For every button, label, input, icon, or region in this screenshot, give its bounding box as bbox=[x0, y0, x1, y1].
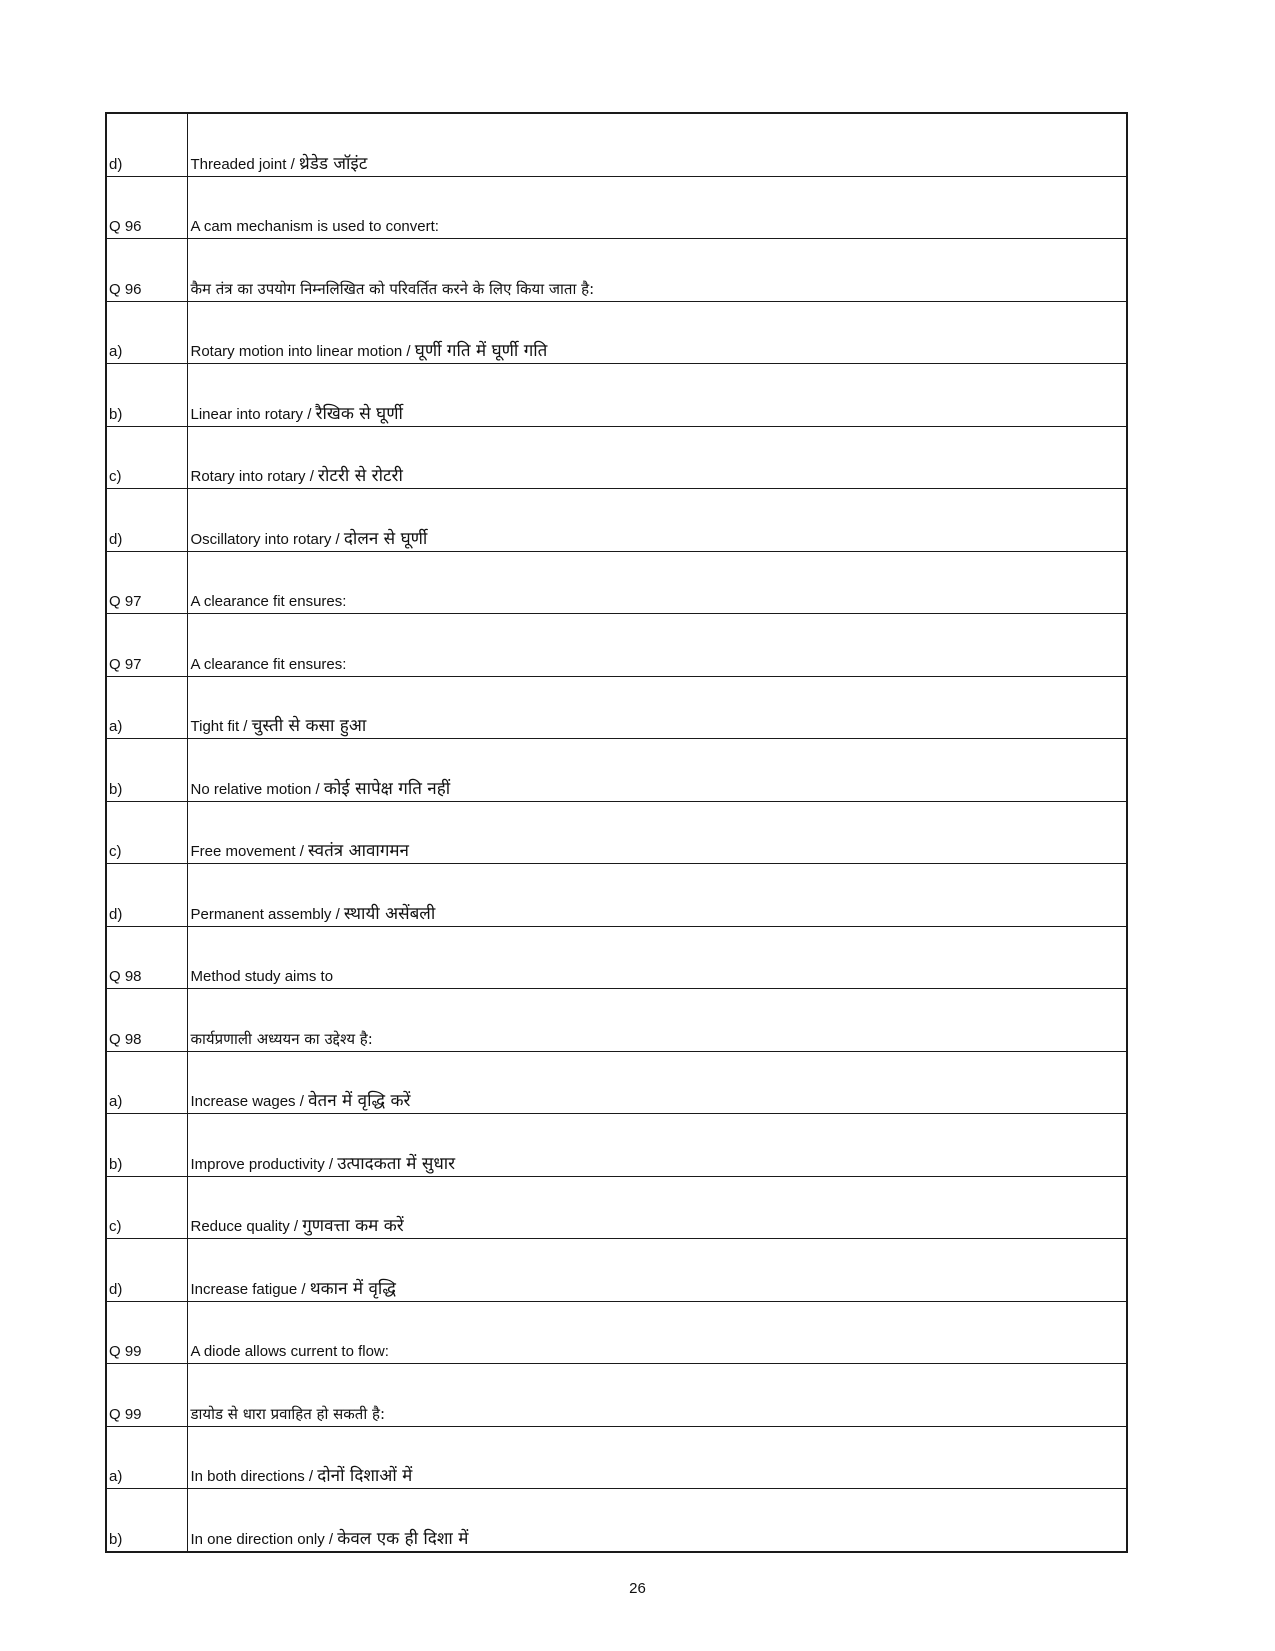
english-text: Rotary into rotary / bbox=[190, 468, 319, 485]
english-text: Tight fit / bbox=[190, 718, 252, 735]
hindi-text: केवल एक ही दिशा में bbox=[337, 1528, 469, 1549]
row-label: Q 99 bbox=[106, 1301, 187, 1364]
english-text: A cam mechanism is used to convert: bbox=[190, 218, 439, 235]
table-row bbox=[106, 301, 1127, 364]
row-label: c) bbox=[106, 426, 187, 489]
table-row bbox=[106, 739, 1127, 802]
hindi-text: स्थायी असेंबली bbox=[343, 903, 436, 924]
row-text bbox=[187, 926, 1127, 989]
row-label: Q 98 bbox=[106, 989, 187, 1052]
row-text bbox=[187, 1114, 1127, 1177]
english-text: Increase fatigue / bbox=[190, 1280, 310, 1298]
english-text: Reduce quality / bbox=[190, 1218, 303, 1235]
hindi-question-text: कार्यप्रणाली अध्ययन का उद्देश्य है: bbox=[190, 1029, 373, 1048]
row-text bbox=[187, 739, 1127, 802]
hindi-question-text: कैम तंत्र का उपयोग निम्नलिखित को परिवर्तित करने के लिए किया जाता है: bbox=[190, 279, 595, 298]
row-label: Q 98 bbox=[106, 926, 187, 989]
row-text bbox=[187, 801, 1127, 864]
english-text: Rotary motion into linear motion / bbox=[190, 343, 415, 360]
table-row bbox=[106, 1301, 1127, 1364]
english-text: A clearance fit ensures: bbox=[190, 655, 347, 673]
english-text: No relative motion / bbox=[190, 780, 324, 798]
table-row bbox=[106, 426, 1127, 489]
hindi-text: गुणवत्ता कम करें bbox=[302, 1216, 404, 1236]
row-text bbox=[187, 864, 1127, 927]
row-text bbox=[187, 551, 1127, 614]
row-text bbox=[187, 489, 1127, 552]
hindi-text: थकान में वृद्धि bbox=[309, 1278, 396, 1299]
row-label: d) bbox=[106, 113, 187, 176]
row-label: a) bbox=[106, 1051, 187, 1114]
row-text bbox=[187, 1301, 1127, 1364]
row-label: a) bbox=[106, 301, 187, 364]
row-label: Q 97 bbox=[106, 614, 187, 677]
hindi-text: दोनों दिशाओं में bbox=[317, 1466, 413, 1486]
row-label: a) bbox=[106, 1426, 187, 1489]
english-text: Oscillatory into rotary / bbox=[190, 530, 344, 548]
hindi-text: घूर्णी गति में घूर्णी गति bbox=[414, 341, 548, 361]
row-text bbox=[187, 1051, 1127, 1114]
question-table bbox=[105, 112, 1128, 1553]
row-label: b) bbox=[106, 1489, 187, 1552]
table-row bbox=[106, 489, 1127, 552]
row-label: b) bbox=[106, 1114, 187, 1177]
hindi-text: रोटरी से रोटरी bbox=[318, 466, 403, 486]
row-text bbox=[187, 301, 1127, 364]
row-text bbox=[187, 113, 1127, 176]
english-text: A diode allows current to flow: bbox=[190, 1343, 389, 1360]
row-label: b) bbox=[106, 739, 187, 802]
row-text bbox=[187, 1426, 1127, 1489]
row-text bbox=[187, 426, 1127, 489]
row-text bbox=[187, 1489, 1127, 1552]
table-row bbox=[106, 364, 1127, 427]
row-label: Q 96 bbox=[106, 176, 187, 239]
row-label: b) bbox=[106, 364, 187, 427]
hindi-text: उत्पादकता में सुधार bbox=[337, 1153, 456, 1174]
english-text: Method study aims to bbox=[190, 968, 334, 985]
table-row bbox=[106, 801, 1127, 864]
table-row bbox=[106, 1176, 1127, 1239]
table-row bbox=[106, 1364, 1127, 1427]
row-text bbox=[187, 1364, 1127, 1427]
row-label: c) bbox=[106, 1176, 187, 1239]
row-label: d) bbox=[106, 1239, 187, 1302]
row-label: Q 99 bbox=[106, 1364, 187, 1427]
english-text: Permanent assembly / bbox=[190, 905, 344, 923]
row-text bbox=[187, 989, 1127, 1052]
table-row bbox=[106, 1239, 1127, 1302]
hindi-text: रैखिक से घूर्णी bbox=[315, 403, 403, 424]
english-text: Free movement / bbox=[190, 843, 309, 860]
table-row bbox=[106, 1489, 1127, 1552]
table-row bbox=[106, 551, 1127, 614]
row-label: a) bbox=[106, 676, 187, 739]
table-row bbox=[106, 239, 1127, 302]
table-row bbox=[106, 989, 1127, 1052]
table-row bbox=[106, 676, 1127, 739]
row-label: d) bbox=[106, 864, 187, 927]
row-label: Q 96 bbox=[106, 239, 187, 302]
table-row bbox=[106, 864, 1127, 927]
row-text bbox=[187, 614, 1127, 677]
page-number: 26 bbox=[629, 1580, 646, 1597]
table-row bbox=[106, 1051, 1127, 1114]
english-text: In both directions / bbox=[190, 1468, 318, 1485]
hindi-text: दोलन से घूर्णी bbox=[343, 528, 428, 549]
english-text: In one direction only / bbox=[190, 1530, 338, 1548]
table-row bbox=[106, 176, 1127, 239]
hindi-text: थ्रेडेड जॉइंट bbox=[298, 153, 368, 174]
english-text: Threaded joint / bbox=[190, 155, 299, 173]
hindi-text: चुस्ती से कसा हुआ bbox=[251, 716, 367, 736]
hindi-question-text: डायोड से धारा प्रवाहित हो सकती है: bbox=[190, 1404, 386, 1423]
english-text: Improve productivity / bbox=[190, 1155, 338, 1173]
row-label: d) bbox=[106, 489, 187, 552]
table-row bbox=[106, 113, 1127, 176]
table-row bbox=[106, 1426, 1127, 1489]
row-text bbox=[187, 364, 1127, 427]
hindi-text: वेतन में वृद्धि करें bbox=[308, 1091, 411, 1111]
row-text bbox=[187, 1239, 1127, 1302]
row-label: Q 97 bbox=[106, 551, 187, 614]
row-text bbox=[187, 676, 1127, 739]
row-label: c) bbox=[106, 801, 187, 864]
table-row bbox=[106, 614, 1127, 677]
table-row bbox=[106, 1114, 1127, 1177]
table-row bbox=[106, 926, 1127, 989]
english-text: Increase wages / bbox=[190, 1093, 309, 1110]
english-text: Linear into rotary / bbox=[190, 405, 316, 423]
row-text bbox=[187, 239, 1127, 302]
hindi-text: स्वतंत्र आवागमन bbox=[308, 841, 409, 861]
english-text: A clearance fit ensures: bbox=[190, 593, 347, 610]
row-text bbox=[187, 1176, 1127, 1239]
hindi-text: कोई सापेक्ष गति नहीं bbox=[323, 778, 451, 799]
row-text bbox=[187, 176, 1127, 239]
